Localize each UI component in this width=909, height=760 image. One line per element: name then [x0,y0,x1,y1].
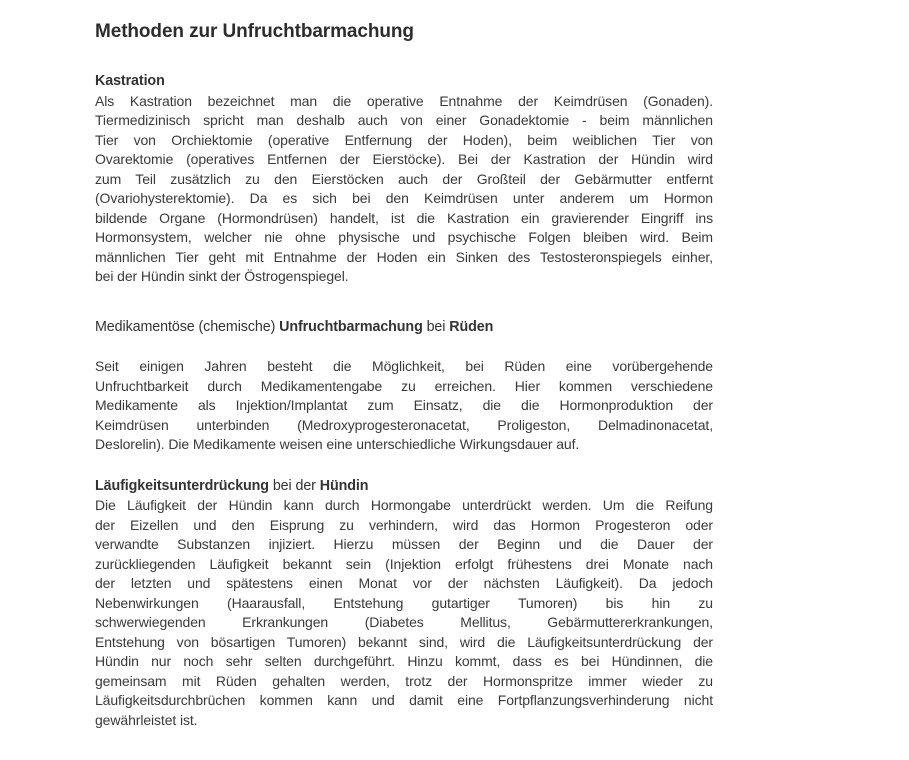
document-section [95,477,713,731]
text-line: Tier von Orchiektomie (operative Entfernung der Hoden), beim weiblichen Tier von [95,131,713,148]
paragraph [95,357,713,455]
text-line: Ovarektomie (operatives Entfernen der Eierstöcke). Bei der Kastration der Hündin wird [95,151,713,167]
section-heading [95,318,713,338]
text-line: Medikamente als Injektion/Implantat zum Einsatz, die die Hormonproduktion der [95,397,713,413]
section-heading-segment: Unfruchtbarmachung [279,318,423,335]
section-heading-segment: Medikamentöse (chemische) [95,318,280,335]
text-line: Tiermedizinisch spricht man deshalb auch von einer Gonadektomie - beim männlichen [95,112,713,128]
text-line: Hündin nur noch sehr selten durchgeführt. Hinzu kommt, dass es bei Hündinnen, die [95,653,713,669]
text-line: gewährleistet ist. [95,711,198,728]
section-heading-segment: Läufigkeitsunterdrückung [95,477,269,494]
text-line: Unfruchtbarkeit durch Medikamentengabe zu erreichen. Hier kommen verschiedene [95,377,713,394]
section-heading-segment: bei der [268,477,320,494]
section-heading [95,72,713,92]
text-line: Hormonsystem, welcher nie ohne physische und psychische Folgen bleiben wird. Beim [95,229,713,245]
text-line: Entstehung von bösartigen Tumoren) bekannt sind, wird die Läufigkeitsunterdrückung der [95,633,713,650]
text-line: Als Kastration bezeichnet man die operative Entnahme der Keimdrüsen (Gonaden). [95,92,713,109]
document-content [95,20,713,730]
text-line: Die Läufigkeit der Hündin kann durch Hormongabe unterdrückt werden. Um die Reifung [95,497,713,513]
page-title: Methoden zur Unfruchtbarmachung [95,21,414,42]
text-line: der Eizellen und den Eisprung zu verhindern, wird das Hormon Progesteron oder [95,516,713,533]
text-line: bei der Hündin sinkt der Östrogenspiegel. [95,268,349,284]
text-line: der letzten und spätestens einen Monat vor der nächsten Läufigkeit). Da jedoch [95,575,713,591]
text-line: verwandte Substanzen injiziert. Hierzu müssen der Beginn und die Dauer der [95,536,713,552]
document-sections [95,72,713,730]
text-line: Seit einigen Jahren besteht die Möglichkeit, bei Rüden eine vorübergehende [95,358,713,374]
text-line: zum Teil zusätzlich zu den Eierstöcken auch der Großteil der Gebärmutter entfernt [95,170,713,187]
paragraph [95,92,713,287]
section-heading [95,477,713,497]
text-line: Keimdrüsen unterbinden (Medroxyprogesteronacetat, Proligeston, Delmadinonacetat, [95,416,713,433]
paragraph [95,496,713,730]
text-line: gemeinsam mit Rüden gehalten werden, trotz der Hormonspritze immer wieder zu [95,672,713,689]
document-section [95,72,713,287]
text-line: (Ovariohysterektomie). Da es sich bei den Keimdrüsen unter anderem um Hormon [95,190,713,206]
text-line: bildende Organe (Hormondrüsen) handelt, ist die Kastration ein gravierender Eingriff ins [95,209,713,226]
section-heading-segment: Rüden [449,318,494,335]
text-line: Deslorelin). Die Medikamente weisen eine unterschiedliche Wirkungsdauer auf. [95,436,580,452]
text-line: Läufigkeitsdurchbrüchen kommen kann und damit eine Fortpflanzungsverhinderung nicht [95,692,713,708]
document-section [95,318,713,455]
section-heading-segment: bei [422,318,450,335]
text-line: zurückliegenden Läufigkeit bekannt sein (Injektion erfolgt frühestens drei Monate nach [95,555,713,572]
text-line: Nebenwirkungen (Haarausfall, Entstehung gutartiger Tumoren) bis hin zu [95,594,713,611]
section-heading-segment: Kastration [95,73,165,89]
text-line: schwerwiegenden Erkrankungen (Diabetes Mellitus, Gebärmuttererkrankungen, [95,614,713,630]
text-line: männlichen Tier geht mit Entnahme der Hoden ein Sinken des Testosteronspiegels einher, [95,248,713,265]
section-heading-segment: Hündin [319,477,369,494]
